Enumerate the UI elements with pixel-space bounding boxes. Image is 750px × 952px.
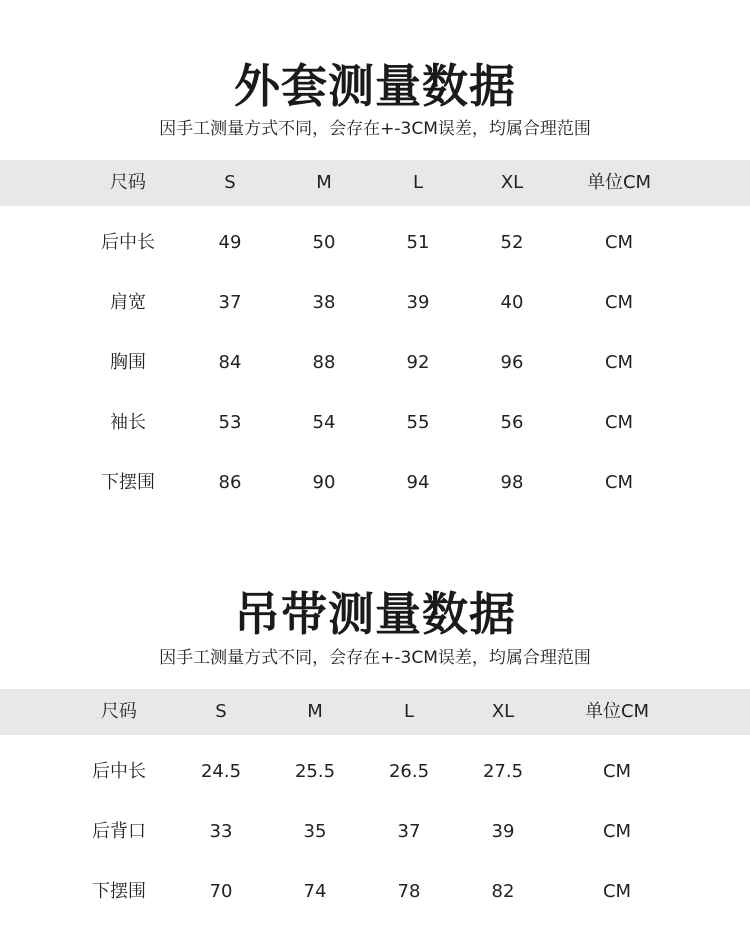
value-s: 86 bbox=[218, 472, 242, 493]
value-s: 53 bbox=[218, 412, 242, 433]
value-unit: CM bbox=[604, 232, 634, 253]
table-row bbox=[0, 817, 750, 847]
value-xl: 56 bbox=[500, 412, 524, 433]
value-m: 54 bbox=[312, 412, 336, 433]
header-unit: 单位CM bbox=[586, 172, 652, 193]
value-xl: 82 bbox=[491, 881, 515, 902]
value-m: 35 bbox=[303, 821, 327, 842]
value-xl: 52 bbox=[500, 232, 524, 253]
value-s: 37 bbox=[218, 292, 242, 313]
value-unit: CM bbox=[602, 821, 632, 842]
value-unit: CM bbox=[604, 352, 634, 373]
header-s: S bbox=[215, 701, 227, 722]
header-s: S bbox=[224, 172, 236, 193]
header-l: L bbox=[412, 172, 424, 193]
header-xl: XL bbox=[500, 172, 524, 193]
camisole-title: 吊带测量数据 bbox=[234, 587, 516, 641]
value-unit: CM bbox=[602, 881, 632, 902]
header-size: 尺码 bbox=[101, 701, 137, 722]
value-unit: CM bbox=[604, 472, 634, 493]
row-label: 后中长 bbox=[92, 761, 146, 782]
row-label: 下摆围 bbox=[92, 881, 146, 902]
value-unit: CM bbox=[604, 412, 634, 433]
value-l: 78 bbox=[397, 881, 421, 902]
value-xl: 39 bbox=[491, 821, 515, 842]
header-m: M bbox=[307, 701, 323, 722]
row-label: 肩宽 bbox=[110, 292, 146, 313]
value-m: 25.5 bbox=[294, 761, 336, 782]
value-l: 94 bbox=[406, 472, 430, 493]
header-xl: XL bbox=[491, 701, 515, 722]
value-m: 74 bbox=[303, 881, 327, 902]
value-s: 49 bbox=[218, 232, 242, 253]
table-row bbox=[0, 877, 750, 907]
camisole-header-row bbox=[0, 689, 750, 735]
value-xl: 96 bbox=[500, 352, 524, 373]
row-label: 后背口 bbox=[92, 821, 146, 842]
row-label: 袖长 bbox=[110, 412, 146, 433]
header-l: L bbox=[403, 701, 415, 722]
row-label: 后中长 bbox=[101, 232, 155, 253]
value-xl: 98 bbox=[500, 472, 524, 493]
value-l: 51 bbox=[406, 232, 430, 253]
value-l: 92 bbox=[406, 352, 430, 373]
value-s: 24.5 bbox=[200, 761, 242, 782]
value-l: 55 bbox=[406, 412, 430, 433]
row-label: 胸围 bbox=[110, 352, 146, 373]
value-xl: 27.5 bbox=[482, 761, 524, 782]
row-label: 下摆围 bbox=[101, 472, 155, 493]
value-s: 33 bbox=[209, 821, 233, 842]
value-unit: CM bbox=[602, 761, 632, 782]
camisole-note: 因手工测量方式不同，会存在+-3CM误差，均属合理范围 bbox=[159, 648, 591, 668]
header-size: 尺码 bbox=[110, 172, 146, 193]
table-row bbox=[0, 757, 750, 787]
jacket-note: 因手工测量方式不同，会存在+-3CM误差，均属合理范围 bbox=[159, 119, 591, 139]
value-l: 37 bbox=[397, 821, 421, 842]
value-m: 88 bbox=[312, 352, 336, 373]
value-s: 70 bbox=[209, 881, 233, 902]
value-l: 26.5 bbox=[388, 761, 430, 782]
value-s: 84 bbox=[218, 352, 242, 373]
value-xl: 40 bbox=[500, 292, 524, 313]
value-unit: CM bbox=[604, 292, 634, 313]
value-m: 50 bbox=[312, 232, 336, 253]
header-unit: 单位CM bbox=[584, 701, 650, 722]
header-m: M bbox=[316, 172, 332, 193]
value-l: 39 bbox=[406, 292, 430, 313]
value-m: 38 bbox=[312, 292, 336, 313]
value-m: 90 bbox=[312, 472, 336, 493]
jacket-title: 外套测量数据 bbox=[234, 59, 516, 113]
